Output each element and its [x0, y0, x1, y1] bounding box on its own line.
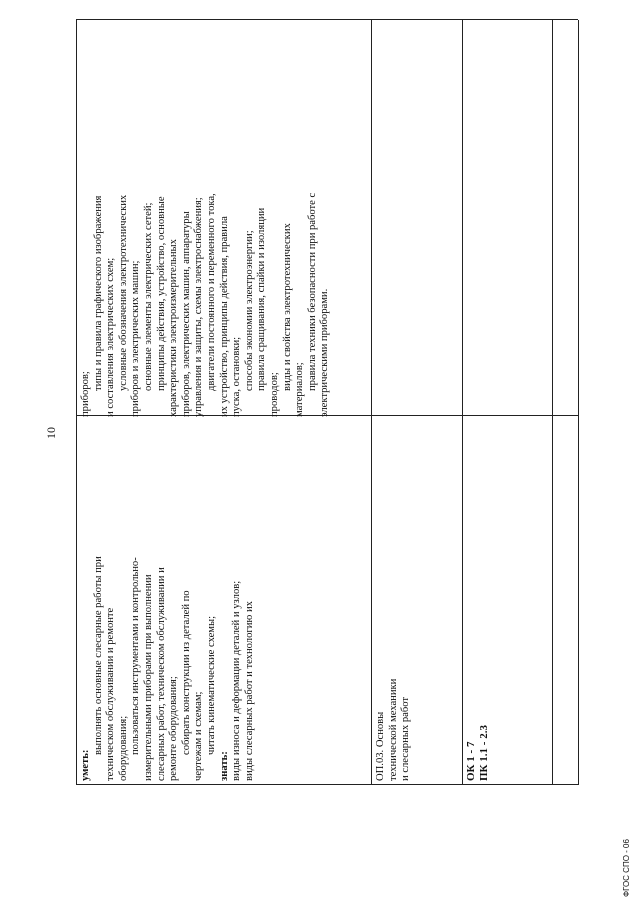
table-border-right	[76, 19, 578, 20]
skills-line: собирать конструкции из деталей по	[180, 590, 192, 755]
skills-list-cell	[80, 451, 256, 781]
knowledge-line: приборов и электрических машин;	[130, 260, 142, 417]
knowledge-line: электрическими приборами.	[319, 288, 331, 417]
knowledge-line: правила техники безопасности при работе с	[306, 192, 318, 391]
knowledge-list-cell	[80, 117, 332, 417]
knowledge-line: и составления электрических схем;	[105, 257, 117, 417]
discipline-line: технической механики	[387, 678, 399, 781]
knowledge-line: условные обозначения электротехнических	[117, 194, 129, 391]
competence-line: ОК 1 - 7	[465, 741, 477, 781]
skills-line: пользоваться инструментами и контрольно-	[130, 557, 142, 755]
competence-line: ПК 1.1 - 2.3	[478, 725, 490, 781]
column-divider-1	[371, 20, 372, 785]
knowledge-line: виды и свойства электротехнических	[281, 223, 293, 391]
knowledge-line: двигатели постоянного и переменного тока,	[205, 193, 217, 391]
discipline-line: ОП.03. Основы	[375, 711, 386, 781]
skills-line: уметь:	[80, 749, 91, 781]
knowledge-line: типы и правила графического изображения	[92, 195, 104, 391]
footer-standard: ФГОС СПО - 06	[622, 839, 631, 897]
skills-line: измерительными приборами при выполнении	[142, 574, 154, 781]
skills-line: читать кинематические схемы;	[205, 615, 217, 755]
knowledge-line: приборов;	[80, 371, 91, 417]
knowledge-line: характеристики электроизмерительных	[168, 239, 180, 417]
skills-line: виды износа и деформации деталей и узлов;	[231, 580, 243, 781]
column-divider-2	[462, 20, 463, 785]
knowledge-line: проводов;	[268, 372, 280, 417]
page-number: 10	[44, 427, 58, 439]
knowledge-line: материалов;	[294, 362, 306, 417]
discipline-line: и слесарных работ	[400, 696, 412, 781]
skills-line: слесарных работ, техническом обслуживании и	[155, 567, 167, 781]
skills-line: оборудования;	[117, 715, 129, 781]
skills-line: выполнять основные слесарные работы при	[92, 556, 104, 755]
skills-line: знать:	[218, 751, 230, 781]
discipline-cell	[375, 561, 413, 781]
knowledge-line: управления и защиты, схемы электроснабжения;	[193, 197, 205, 417]
table-border-bottom	[578, 20, 579, 785]
knowledge-line: основные элементы электрических сетей;	[142, 202, 154, 391]
skills-line: техническом обслуживании и ремонте	[105, 607, 117, 781]
knowledge-line: принципы действия, устройство, основные	[155, 196, 167, 391]
competence-cell	[465, 661, 491, 781]
skills-line: чертежам и схемам;	[193, 691, 205, 781]
column-divider-3	[552, 20, 553, 785]
table-border-top	[76, 20, 77, 785]
knowledge-line: приборов, электрических машин, аппаратуры	[180, 211, 192, 417]
knowledge-line: способы экономии электроэнергии;	[243, 230, 255, 391]
skills-line: ремонте оборудования;	[168, 676, 180, 781]
knowledge-line: правила сращивания, спайки и изоляции	[256, 207, 268, 391]
table-border-left	[76, 784, 578, 785]
knowledge-line: пуска, остановки;	[231, 336, 243, 417]
skills-line: виды слесарных работ и технологию их	[243, 601, 255, 781]
knowledge-line: их устройство, принципы действия, правила	[218, 216, 230, 417]
